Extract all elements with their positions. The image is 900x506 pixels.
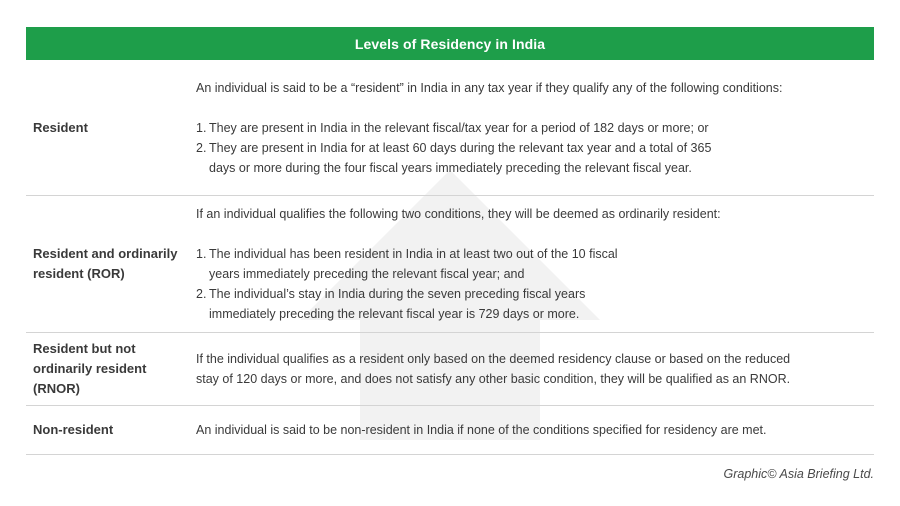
table-row-ror	[26, 196, 874, 333]
list-item	[196, 138, 874, 178]
row-label: Resident	[33, 119, 88, 135]
list-number: 2.	[196, 140, 207, 155]
table-title: Levels of Residency in India	[354, 35, 546, 52]
row-intro: An individual is said to be a “resident” in India in any tax year if they qualify any of the following conditions:	[196, 80, 783, 95]
list-text-line: The individual’s stay in India during the seven preceding fiscal years	[209, 287, 586, 301]
table-row-resident	[26, 60, 874, 196]
row-content	[190, 196, 874, 332]
list-number: 2.	[196, 287, 207, 301]
list-number: 1.	[196, 120, 207, 135]
list-item	[196, 118, 874, 138]
list-item	[196, 284, 874, 324]
conditions-list	[196, 118, 874, 178]
credit-text: Graphic© Asia Briefing Ltd.	[723, 467, 874, 481]
list-text-line: The individual has been resident in India in at least two out of the 10 fiscal	[209, 247, 618, 261]
list-text-line: days or more during the four fiscal years immediately preceding the relevant fiscal year.	[209, 160, 692, 175]
list-text	[209, 284, 874, 324]
row-label: Resident but not ordinarily resident (RNOR)	[33, 341, 147, 396]
row-label: Non-resident	[33, 422, 114, 437]
table-row-rnor	[26, 333, 874, 406]
list-text-line: immediately preceding the relevant fiscal year is 729 days or more.	[209, 307, 580, 321]
list-item	[196, 244, 874, 284]
row-content	[190, 333, 874, 405]
list-text-line: years immediately preceding the relevant fiscal year; and	[209, 267, 525, 281]
list-text-line: They are present in India in the relevant fiscal/tax year for a period of 182 days or more; or	[209, 120, 709, 135]
row-intro: If an individual qualifies the following two conditions, they will be deemed as ordinarily resident:	[196, 207, 721, 221]
list-number: 1.	[196, 247, 207, 261]
list-text	[209, 138, 874, 178]
row-label: Resident and ordinarily resident (ROR)	[33, 246, 178, 281]
row-text-line: stay of 120 days or more, and does not satisfy any other basic condition, they will be qualified as an RNOR.	[196, 372, 791, 386]
row-content	[190, 60, 874, 195]
residency-table	[26, 27, 874, 455]
conditions-list	[196, 244, 874, 324]
table-header	[26, 27, 874, 60]
list-text	[209, 244, 874, 284]
table-row-non-resident	[26, 406, 874, 455]
row-text	[196, 349, 874, 389]
row-content	[190, 406, 874, 454]
row-text-line: If the individual qualifies as a resident only based on the deemed residency clause or based on the reduced	[196, 352, 791, 366]
row-text: An individual is said to be non-resident in India if none of the conditions specified for residency are met.	[196, 423, 767, 437]
list-text	[209, 118, 874, 138]
list-text-line: They are present in India for at least 60 days during the relevant tax year and a total of 365	[209, 140, 712, 155]
